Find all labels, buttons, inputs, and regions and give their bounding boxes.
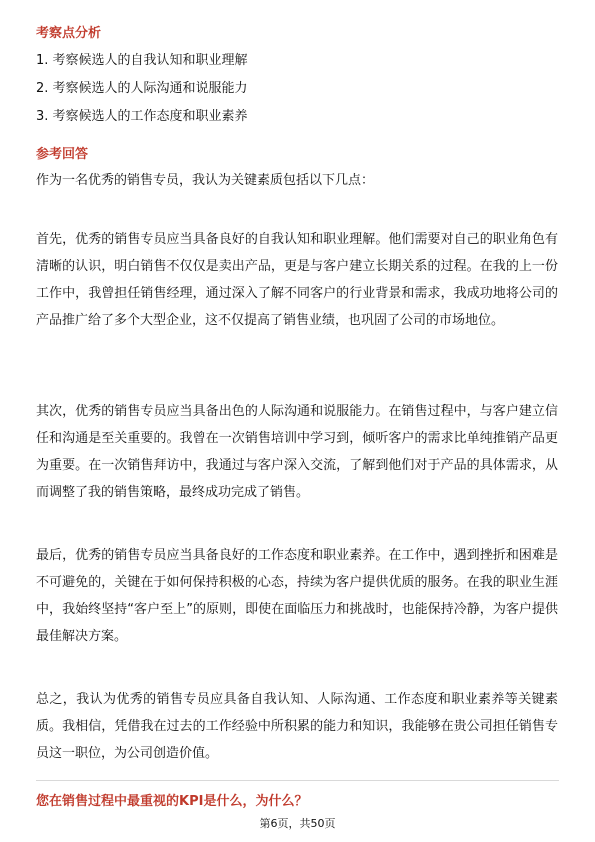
next-question: 您在销售过程中最重视的KPI是什么，为什么？: [36, 794, 308, 809]
analysis-heading: 考察点分析: [36, 26, 102, 41]
page-number: 第6页，共50页: [259, 817, 336, 830]
answer-intro: 作为一名优秀的销售专员，我认为关键素质包括以下几点：: [36, 173, 375, 188]
answer-paragraph-4: 总之，我认为优秀的销售专员应具备自我认知、人际沟通、工作态度和职业素养等关键素质。我相信，凭借我在过去的工作经验中所积累的能力和知识，我能够在贵公司担任销售专员这一职位，为公司创造价值。: [36, 692, 558, 761]
section-divider: [36, 780, 559, 781]
answer-heading: 参考回答: [36, 147, 89, 162]
analysis-point-3: 3. 考察候选人的工作态度和职业素养: [36, 109, 248, 124]
answer-paragraph-2: 其次，优秀的销售专员应当具备出色的人际沟通和说服能力。在销售过程中，与客户建立信任和沟通是至关重要的。我曾在一次销售培训中学习到，倾听客户的需求比单纯推销产品更为重要。在一次销售拜访中，我通过与客户深入交流，了解到他们对于产品的具体需求，从而调整了我的销售策略，最终成功完成了销售。: [36, 404, 558, 500]
answer-paragraph-1: 首先，优秀的销售专员应当具备良好的自我认知和职业理解。他们需要对自己的职业角色有清晰的认识，明白销售不仅仅是卖出产品，更是与客户建立长期关系的过程。在我的上一份工作中，我曾担任销售经理，通过深入了解不同客户的行业背景和需求，我成功地将公司的产品推广给了多个大型企业，这不仅提高了销售业绩，也巩固了公司的市场地位。: [36, 232, 558, 328]
answer-paragraph-3: 最后，优秀的销售专员应当具备良好的工作态度和职业素养。在工作中，遇到挫折和困难是不可避免的，关键在于如何保持积极的心态，持续为客户提供优质的服务。在我的职业生涯中，我始终坚持“客户至上”的原则，即使在面临压力和挑战时，也能保持冷静，为客户提供最佳解决方案。: [36, 548, 558, 644]
analysis-point-2: 2. 考察候选人的人际沟通和说服能力: [36, 81, 248, 96]
analysis-point-1: 1. 考察候选人的自我认知和职业理解: [36, 53, 248, 68]
